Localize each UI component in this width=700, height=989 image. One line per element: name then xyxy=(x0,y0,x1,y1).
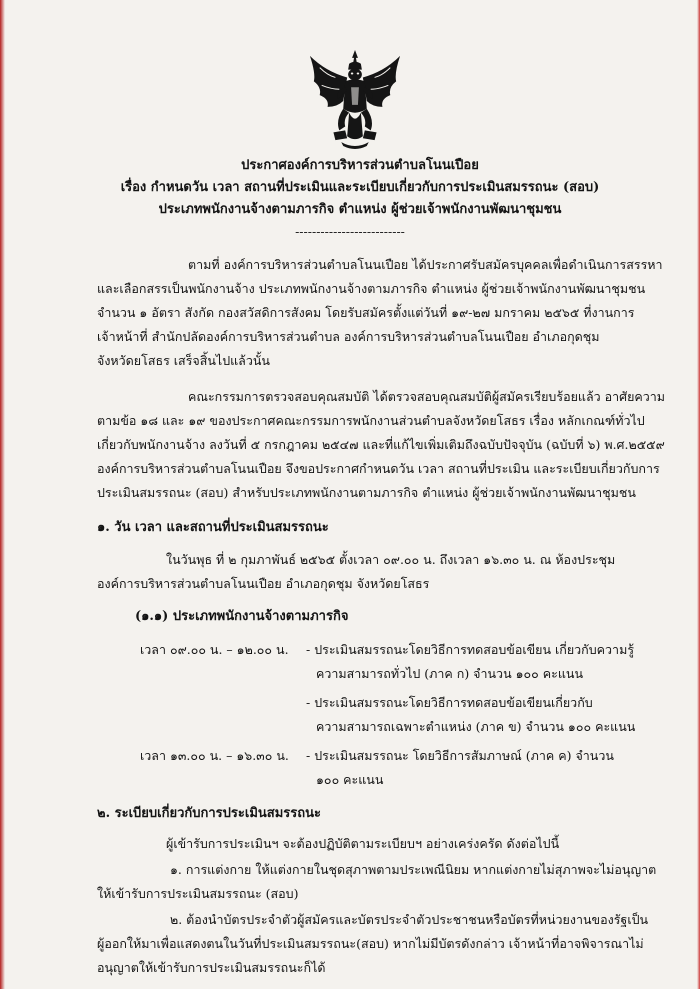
section2-heading: ๒. ระเบียบเกี่ยวกับการประเมินสมรรถนะ xyxy=(97,806,321,821)
announcement-title: ประกาศองค์การบริหารส่วนตำบลโนนเปือย xyxy=(241,158,479,173)
schedule-item-line: ความสามารถทั่วไป (ภาค ก) จำนวน ๑๐๐ คะแนน xyxy=(316,666,583,681)
paragraph2-line: ตามข้อ ๑๘ และ ๑๙ ของประกาศคณะกรรมการพนักงานส่วนตำบลจังหวัดยโสธร เรื่อง หลักเกณฑ์ทั่วไป xyxy=(97,413,645,428)
paragraph1-line: จำนวน ๑ อัตรา สังกัด กองสวัสดิการสังคม โดยรับสมัครตั้งแต่วันที่ ๑๙-๒๗ มกราคม ๒๕๖๕ ที่งานการ xyxy=(97,305,635,320)
schedule-item-line: ๑๐๐ คะแนน xyxy=(316,772,384,787)
paragraph2-line: ประเมินสมรรถนะ (สอบ) สำหรับประเภทพนักงานตามภารกิจ ตำแหน่ง ผู้ช่วยเจ้าพนักงานพัฒนาชุมชน xyxy=(97,485,636,500)
section1-subheading: (๑.๑) ประเภทพนักงานจ้างตามภารกิจ xyxy=(135,609,349,624)
schedule-time: เวลา ๐๙.๐๐ น. – ๑๒.๐๐ น. xyxy=(140,642,289,657)
section1-body-line: องค์การบริหารส่วนตำบลโนนเปือย อำเภอกุดชุม จังหวัดยโสธร xyxy=(97,576,430,591)
schedule-time: เวลา ๑๓.๐๐ น. – ๑๖.๓๐ น. xyxy=(140,748,289,763)
paragraph2-line: เกี่ยวกับพนักงานจ้าง ลงวันที่ ๕ กรกฎาคม ๒๕๔๗ และที่แก้ไขเพิ่มเติมถึงฉบับปัจจุบัน (ฉบับที่ ๖) พ.ศ.๒๕๕๙ xyxy=(97,437,665,452)
paragraph2-line: คณะกรรมการตรวจสอบคุณสมบัติ ได้ตรวจสอบคุณสมบัติผู้สมัครเรียบร้อยแล้ว อาศัยความ xyxy=(188,389,666,404)
schedule-item-line: ความสามารถเฉพาะตำแหน่ง (ภาค ข) จำนวน ๑๐๐ คะแนน xyxy=(316,719,636,734)
announcement-subject: เรื่อง กำหนดวัน เวลา สถานที่ประเมินและระเบียบเกี่ยวกับการประเมินสมรรถนะ (สอบ) xyxy=(120,180,600,195)
page-edge-shadow-left xyxy=(0,0,5,989)
rule2-line: ผู้ออกให้มาเพื่อแสดงตนในวันที่ประเมินสมรรถนะ(สอบ) หากไม่มีบัตรดังกล่าว เจ้าหน้าที่อาจพิจารณาไม่ xyxy=(97,936,644,951)
rule2-line: ๒. ต้องนำบัตรประจำตัวผู้สมัครและบัตรประจำตัวประชาชนหรือบัตรที่หน่วยงานของรัฐเป็น xyxy=(170,912,649,927)
paragraph2-line: องค์การบริหารส่วนตำบลโนนเปือย จึงขอประกาศกำหนดวัน เวลา สถานที่ประเมิน และระเบียบเกี่ยวกับการ xyxy=(97,461,660,476)
rule2-line: อนุญาตให้เข้ารับการประเมินสมรรถนะก็ได้ xyxy=(97,960,326,975)
paragraph1-line: เจ้าหน้าที่ สำนักปลัดองค์การบริหารส่วนตำบล องค์การบริหารส่วนตำบลโนนเปือย อำเภอกุดชุม xyxy=(97,329,600,344)
section2-intro: ผู้เข้ารับการประเมินฯ จะต้องปฏิบัติตามระเบียบฯ อย่างเคร่งครัด ดังต่อไปนี้ xyxy=(166,836,560,851)
rule1-line: ให้เข้ารับการประเมินสมรรถนะ (สอบ) xyxy=(97,886,299,901)
section1-body-line: ในวันพุธ ที่ ๒ กุมภาพันธ์ ๒๕๖๕ ตั้งเวลา ๐๙.๐๐ น. ถึงเวลา ๑๖.๓๐ น. ณ ห้องประชุม xyxy=(166,552,616,567)
announcement-position: ประเภทพนักงานจ้างตามภารกิจ ตำแหน่ง ผู้ช่วยเจ้าพนักงานพัฒนาชุมชน xyxy=(158,202,562,217)
paragraph1-line: และเลือกสรรเป็นพนักงานจ้าง ประเภทพนักงานจ้างตามภารกิจ ตำแหน่ง ผู้ช่วยเจ้าพนักงานพัฒนาชุมชน xyxy=(97,281,646,296)
schedule-item-line: - ประเมินสมรรถนะ โดยวิธีการสัมภาษณ์ (ภาค ค) จำนวน xyxy=(306,748,614,763)
paragraph1-line: จังหวัดยโสธร เสร็จสิ้นไปแล้วนั้น xyxy=(97,353,270,368)
garuda-emblem-icon xyxy=(306,48,404,150)
paragraph1-line: ตามที่ องค์การบริหารส่วนตำบลโนนเปือย ได้ประกาศรับสมัครบุคคลเพื่อดำเนินการสรรหา xyxy=(188,257,663,272)
rule1-line: ๑. การแต่งกาย ให้แต่งกายในชุดสุภาพตามประเพณีนิยม หากแต่งกายไม่สุภาพจะไม่อนุญาต xyxy=(170,862,657,877)
title-divider: -------------------------- xyxy=(295,224,405,239)
section1-heading: ๑. วัน เวลา และสถานที่ประเมินสมรรถนะ xyxy=(97,520,329,535)
schedule-item-line: - ประเมินสมรรถนะโดยวิธีการทดสอบข้อเขียน เกี่ยวกับความรู้ xyxy=(306,642,635,657)
schedule-item-line: - ประเมินสมรรถนะโดยวิธีการทดสอบข้อเขียนเกี่ยวกับ xyxy=(306,695,593,710)
